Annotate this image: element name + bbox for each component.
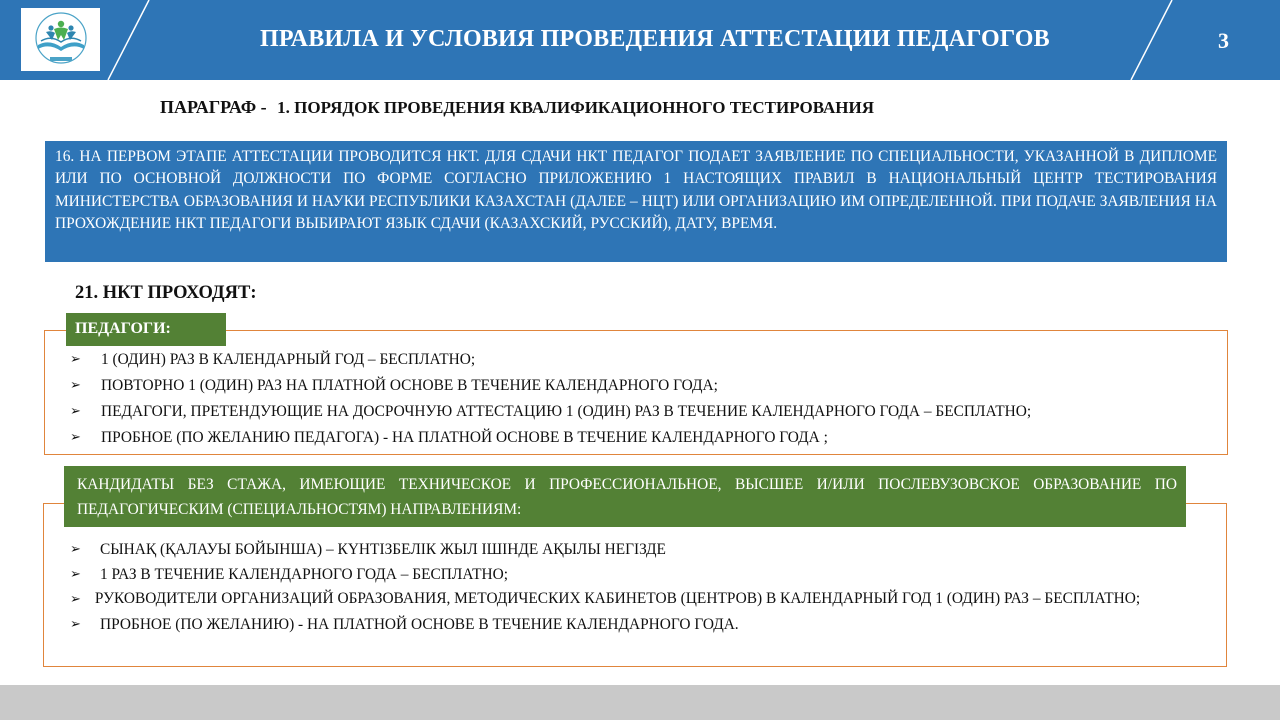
teachers-list — [70, 350, 1031, 454]
slide-number: 3 — [1218, 28, 1229, 53]
list-item — [70, 350, 1031, 376]
paragraph-prefix: ПАРАГРАФ - — [160, 97, 267, 117]
page-title: ПРАВИЛА И УСЛОВИЯ ПРОВЕДЕНИЯ АТТЕСТАЦИИ ПЕДАГОГОВ — [260, 26, 1050, 52]
list-item — [70, 428, 1031, 454]
paragraph-title: 1. ПОРЯДОК ПРОВЕДЕНИЯ КВАЛИФИКАЦИОННОГО ТЕСТИРОВАНИЯ — [277, 98, 875, 117]
arrow-bullet-icon: ➢ — [70, 352, 81, 367]
list-item-text: ПОВТОРНО 1 (ОДИН) РАЗ НА ПЛАТНОЙ ОСНОВЕ В ТЕЧЕНИЕ КАЛЕНДАРНОГО ГОДА; — [101, 377, 718, 394]
clause-21-heading: 21. НКТ ПРОХОДЯТ: — [75, 283, 257, 303]
clause-16-text: 16. НА ПЕРВОМ ЭТАПЕ АТТЕСТАЦИИ ПРОВОДИТСЯ НКТ. ДЛЯ СДАЧИ НКТ ПЕДАГОГ ПОДАЕТ ЗАЯВЛЕНИЕ ПО СПЕЦИАЛЬНОСТИ, УКАЗАННОЙ В ДИПЛОМЕ ИЛИ ПО ОСНОВНОЙ ДОЛЖНОСТИ ПО ФОРМЕ СОГЛАСНО ПРИЛОЖЕНИЮ 1 НАСТОЯЩИХ ПРАВИЛ В НАЦИОНАЛЬНЫЙ ЦЕНТР ТЕСТИРОВАНИЯ МИНИСТЕРСТВА ОБРАЗОВАНИЯ И НАУКИ РЕСПУБЛИКИ КАЗАХСТАН (ДАЛЕЕ – НЦТ) ИЛИ ОРГАНИЗАЦИЮ ИМ ОПРЕДЕЛЕННОЙ. ПРИ ПОДАЧЕ ЗАЯВЛЕНИЯ НА ПРОХОЖДЕНИЕ НКТ ПЕДАГОГИ ВЫБИРАЮТ ЯЗЫК СДАЧИ (КАЗАХСКИЙ, РУССКИЙ), ДАТУ, ВРЕМЯ. — [55, 148, 1217, 232]
arrow-bullet-icon: ➢ — [70, 430, 81, 445]
list-item-text: СЫНАҚ (ҚАЛАУЫ БОЙЫНША) – КҮНТІЗБЕЛІК ЖЫЛ ІШІНДЕ АҚЫЛЫ НЕГІЗДЕ — [100, 541, 666, 558]
list-item-text: РУКОВОДИТЕЛИ ОРГАНИЗАЦИЙ ОБРАЗОВАНИЯ, МЕТОДИЧЕСКИХ КАБИНЕТОВ (ЦЕНТРОВ) В КАЛЕНДАРНЫЙ ГОД 1 (ОДИН) РАЗ – БЕСПЛАТНО; — [94, 590, 1141, 607]
footer-bar — [0, 685, 1280, 720]
list-item-text: 1 (ОДИН) РАЗ В КАЛЕНДАРНЫЙ ГОД – БЕСПЛАТНО; — [101, 351, 476, 368]
paragraph-heading — [160, 97, 874, 118]
list-item — [70, 402, 1031, 428]
arrow-bullet-icon: ➢ — [70, 542, 81, 557]
candidates-label: КАНДИДАТЫ БЕЗ СТАЖА, ИМЕЮЩИЕ ТЕХНИЧЕСКОЕ И ПРОФЕССИОНАЛЬНОЕ, ВЫСШЕЕ И/ИЛИ ПОСЛЕВУЗОВСКОЕ ОБРАЗОВАНИЕ ПО ПЕДАГОГИЧЕСКИМ (СПЕЦИАЛЬНОСТЯМ) НАПРАВЛЕНИЯМ: — [64, 466, 1186, 527]
arrow-bullet-icon: ➢ — [70, 566, 81, 582]
list-item — [70, 587, 1220, 613]
header-band — [0, 0, 1280, 80]
list-item-text: ПРОБНОЕ (ПО ЖЕЛАНИЮ) - НА ПЛАТНОЙ ОСНОВЕ В ТЕЧЕНИЕ КАЛЕНДАРНОГО ГОДА. — [100, 615, 739, 633]
logo — [21, 8, 100, 71]
list-item-text: 1 РАЗ В ТЕЧЕНИЕ КАЛЕНДАРНОГО ГОДА – БЕСПЛАТНО; — [100, 565, 509, 583]
list-item — [70, 613, 1220, 638]
list-item-text: ПЕДАГОГИ, ПРЕТЕНДУЮЩИЕ НА ДОСРОЧНУЮ АТТЕСТАЦИЮ 1 (ОДИН) РАЗ В ТЕЧЕНИЕ КАЛЕНДАРНОГО ГОДА – БЕСПЛАТНО; — [101, 403, 1032, 420]
book-with-people-logo-icon — [24, 11, 98, 69]
arrow-bullet-icon: ➢ — [70, 616, 81, 632]
candidates-list — [70, 538, 1220, 637]
teachers-label: ПЕДАГОГИ: — [66, 313, 226, 346]
clause-16-box — [45, 141, 1227, 262]
arrow-bullet-icon: ➢ — [70, 592, 81, 607]
list-item-text: ПРОБНОЕ (ПО ЖЕЛАНИЮ ПЕДАГОГА) - НА ПЛАТНОЙ ОСНОВЕ В ТЕЧЕНИЕ КАЛЕНДАРНОГО ГОДА ; — [101, 429, 828, 446]
list-item — [70, 376, 1031, 402]
list-item — [70, 563, 1220, 588]
arrow-bullet-icon: ➢ — [70, 404, 81, 419]
arrow-bullet-icon: ➢ — [70, 378, 81, 393]
list-item — [70, 538, 1220, 563]
